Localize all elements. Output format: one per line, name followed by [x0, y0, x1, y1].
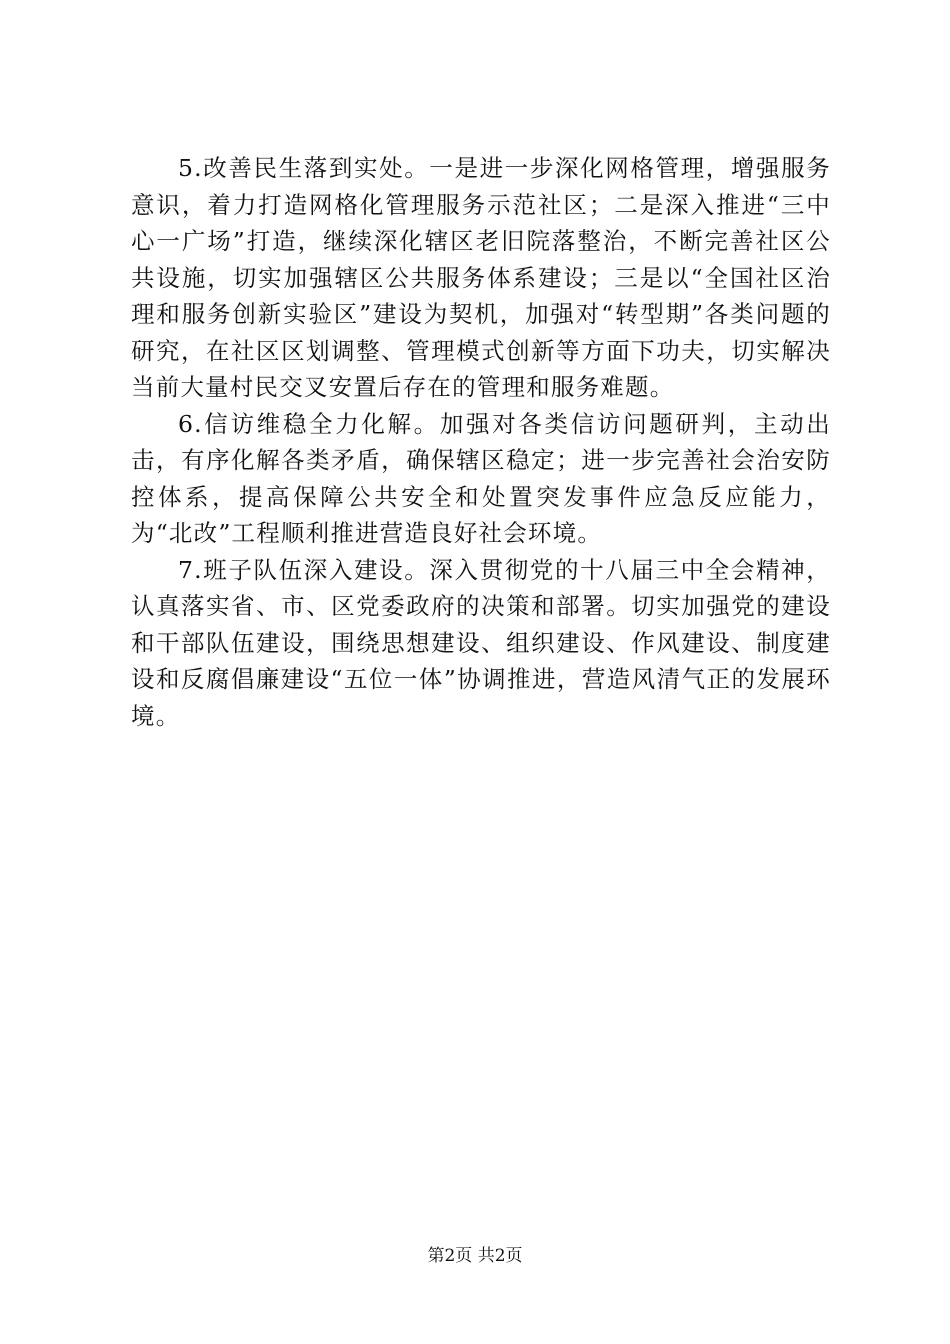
paragraph-team-building: 7.班子队伍深入建设。深入贯彻党的十八届三中全会精神，认真落实省、市、区党委政府的决策和部署。切实加强党的建设和干部队伍建设，围绕思想建设、组织建设、作风建设、制度建设和反腐倡廉建设“五位一体”协调推进，营造风清气正的发展环境。: [131, 555, 831, 730]
document-body: [131, 150, 831, 734]
paragraph-livelihood: 5.改善民生落到实处。一是进一步深化网格管理，增强服务意识，着力打造网格化管理服务示范社区；二是深入推进“三中心一广场”打造，继续深化辖区老旧院落整治，不断完善社区公共设施，切实加强辖区公共服务体系建设；三是以“全国社区治理和服务创新实验区”建设为契机，加强对“转型期”各类问题的研究，在社区区划调整、管理模式创新等方面下功夫，切实解决当前大量村民交叉安置后存在的管理和服务难题。: [131, 154, 831, 401]
paragraph-petition-stability: 6.信访维稳全力化解。加强对各类信访问题研判，主动出击，有序化解各类矛盾，确保辖区稳定；进一步完善社会治安防控体系，提高保障公共安全和处置突发事件应急反应能力，为“北改”工程顺利推进营造良好社会环境。: [131, 409, 831, 547]
page-footer: 第2页 共2页: [427, 1246, 523, 1266]
